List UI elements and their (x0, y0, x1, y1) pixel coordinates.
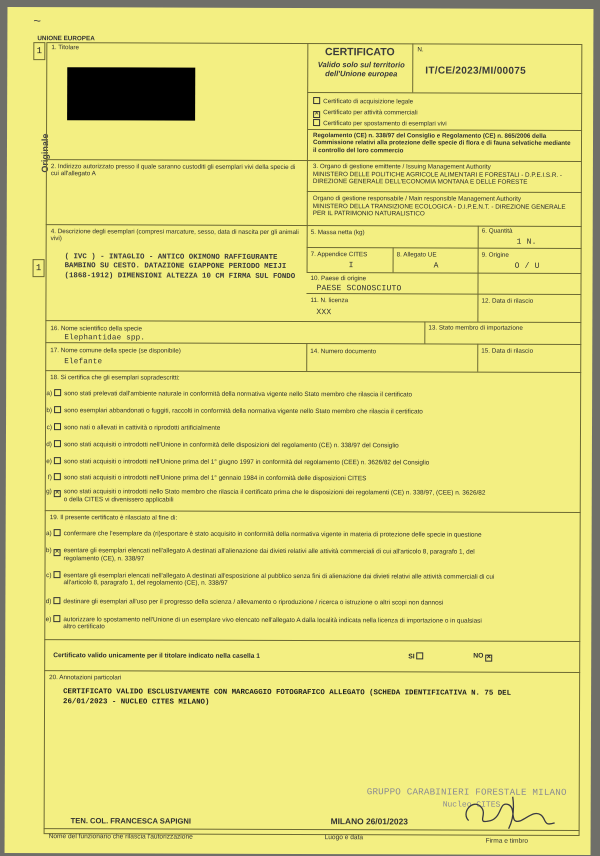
checkbox[interactable] (417, 652, 424, 659)
box3-label2: Organo di gestione responsabile / Main responsible Management Authority (312, 195, 522, 203)
cert-title: CERTIFICATO (324, 46, 395, 59)
box19-item-a: a) confermare che l'esemplare da (ri)esportare è stato acquisito in conformità della normativa vigente in materia di protezione delle specie in questione (45, 530, 482, 539)
checkbox[interactable] (53, 571, 60, 578)
copy-type-label: Originale (39, 133, 51, 173)
box20-label: 20. Annotazioni particolari (49, 674, 122, 682)
checkbox[interactable] (53, 597, 60, 604)
license-number-value: XXX (316, 308, 332, 318)
purpose-live-transport: Certificato per spostamento di esemplari vivi (313, 118, 447, 129)
certificate-sheet (5, 7, 594, 855)
box1-label: 1. Titolare (51, 44, 80, 52)
sign-label: Firma e timbro (485, 837, 529, 845)
issuing-authority: MINISTERO DELLE POLITICHE AGRICOLE ALIMENTARI E FORESTALI - D.P.E.I.S.R. - DIREZIONE GENERALE DELL'ECONOMIA MONTANA E DELLE FORESTE (312, 171, 563, 187)
checkbox[interactable] (54, 457, 61, 464)
checkbox[interactable]: ✕ (486, 654, 492, 661)
box6-label: 6. Quantità (481, 227, 513, 235)
responsible-authority: MINISTERO DELLA TRANSIZIONE ECOLOGICA - D.I.P.E.N.T. - DIREZIONE GENERALE PER IL PATRIMONIO NATURALISTICO (312, 203, 566, 218)
place-date: MILANO 26/01/2023 (330, 816, 408, 827)
box3-label1: 3. Organo di gestione emittente / Issuing Management Authority (312, 163, 491, 171)
signature-drawing (451, 791, 581, 833)
box18-label: 18. Si certifica che gli esemplari sopradescritti: (50, 374, 180, 382)
box18-item-a: a) sono stati prelevati dall'ambiente naturale in conformità della normativa vigente nello Stato membro che rilascia il certificato (46, 390, 413, 399)
checkbox[interactable]: ✕ (54, 549, 60, 556)
checkbox[interactable] (54, 423, 61, 430)
purpose-commercial: ✕ Certificato per attività commerciali (314, 109, 418, 118)
copy-number-top: 1 (33, 42, 45, 60)
box18-item-g: g) ✕ sono stati acquisiti o introdotti nello Stato membro che rilascia il certificato prima che le disposizioni dei regolamenti (CE) n. 338/97, (CEE) n. 3626/82 (46, 488, 486, 497)
box8-label: 8. Allegato UE (396, 251, 437, 259)
box19-item-b-cont: regolamento (CE), n. 338/97 (63, 555, 145, 563)
checkbox[interactable]: ✕ (54, 490, 60, 497)
box11-label: 11. N. licenza (310, 297, 349, 305)
country-origin-value: PAESE SCONOSCIUTO (316, 284, 402, 294)
box19-item-c-cont: all'articolo 8, paragrafo 1, del regolamento (CE), n. 338/97 (63, 579, 228, 587)
special-notes: CERTIFICATO VALIDO ESCLUSIVAMENTE CON MARCAGGIO FOTOGRAFICO ALLEGATO (SCHEDA IDENTIFICATIVA N. 75 DEL 26/01/2023 - NUCLEO CITES MILANO) (63, 688, 512, 707)
validity-text: Valido solo sul territorio dell'Unione europea (317, 60, 405, 79)
eu-annex-value: A (433, 261, 439, 271)
box19-item-c: c) esentare gli esemplari elencati nell'allegato A destinati all'esposizione al pubblico senza fini di alienazione dai divieti relativi alle attività commerciali di cui (46, 572, 495, 581)
box7-label: 7. Appendice CITES (310, 251, 368, 259)
box18-item-e: e) sono stati acquisiti o introdotti nell'Unione prima del 1° giugno 1997 in conformità del regolamento (CEE) n. 3626/82 del Consiglio (46, 458, 430, 467)
number-label: N. (417, 46, 424, 54)
checkbox[interactable] (54, 389, 61, 396)
box12-label: 12. Data di rilascio (481, 297, 534, 305)
origin-value: O / U (514, 261, 540, 271)
corner-mark: ~ (33, 13, 42, 29)
box13-label: 13. Stato membro di importazione (428, 324, 523, 332)
official-label: Nome del funzionario che rilascia l'autorizzazione (48, 833, 193, 841)
checkbox[interactable] (54, 473, 61, 480)
checkbox[interactable]: ✕ (314, 111, 320, 118)
box16-label: 16. Nome scientifico della specie (50, 325, 143, 333)
purpose-options (313, 96, 447, 129)
checkbox[interactable] (313, 119, 320, 126)
regulation-text: Regolamento (CE) n. 338/97 del Consiglio e Regolamento (CE) n. 865/2006 della Commissione relativi alla protezione delle specie di flora e di fauna selvatiche mediante il controllo del loro commercio (312, 132, 571, 155)
specimen-description: ( IVC ) - INTAGLIO - ANTICO OKIMONO RAFFIGURANTE BAMBINO SU CESTO. DATAZIONE GIAPPONE PERIODO MEIJI (1868-1912) DIMENSIONI ALTEZZA 10 CM FIRMA SUL FONDO (64, 253, 296, 281)
box19-item-b: b) ✕ esentare gli esemplari elencati nell'allegato A destinati all'alienazione dai divieti relativi alle attività commerciali di cui all'articolo 8, paragrafo 1, del (45, 547, 475, 556)
box19-item-e: e) autorizzare lo spostamento nell'Unione di un esemplare vivo elencato nell'allegato A dalla località indicata nella licenza di importazione o in qualsiasi (45, 616, 482, 625)
box14-label: 14. Numero documento (310, 348, 377, 356)
box19-item-d: d) destinare gli esemplari all'uso per il progresso della scienza / allevamento o riproduzione / ricerca o istruzione o altri scopi non dannosi (45, 598, 444, 607)
stamp-line2: Nucleo CITES (442, 800, 501, 810)
official-name: TEN. COL. FRANCESCA SAPIGNI (70, 816, 192, 826)
box15-label: 15. Data di rilascio (481, 347, 534, 355)
quantity-value: 1 N. (516, 237, 537, 247)
cites-appendix-value: I (348, 261, 354, 271)
box19-label: 19. Il presente certificato è rilasciato al fine di: (49, 514, 178, 522)
box18-item-b: b) sono esemplari abbandonati o fuggiti, raccolti in conformità della normativa vigente nello Stato membro che rilascia il certificato (46, 407, 423, 416)
box19-item-e-cont: altro certificato (63, 623, 105, 631)
redacted-holder (67, 67, 195, 120)
cert-number: IT/CE/2023/MI/00075 (425, 65, 527, 77)
box2-label: 2. Indirizzo autorizzato presso il quale saranno custoditi gli esemplari vivi della specie di cui all'allegato A (50, 163, 296, 178)
box9-label: 9. Origine (481, 251, 509, 259)
box18-item-d: d) sono stati acquisiti o introdotti nell'Unione in conformità delle disposizioni del regolamento (CE) n. 338/97 del Consiglio (46, 441, 399, 450)
valid-holder-no: NO ✕ (473, 652, 492, 661)
box18-item-c: c) sono nati o allevati in cattività o riprodotti artificialmente (46, 424, 221, 432)
box18-item-g-cont: o della CITES vi divenissero applicabili (63, 496, 174, 504)
checkbox[interactable] (54, 529, 61, 536)
box4-label: 4. Descrizione degli esemplari (compresi marcature, sesso, data di nascita per gli animali vivi) (50, 228, 299, 243)
stamp-line1: GRUPPO CARABINIERI FORESTALE MILANO (366, 786, 567, 798)
box5-label: 5. Massa netta (kg) (310, 229, 365, 237)
place-label: Luogo e data (324, 834, 364, 842)
union-label: UNIONE EUROPEA (37, 35, 95, 43)
scientific-name-value: Elephantidae spp. (64, 334, 146, 343)
valid-holder-label: Certificato valido unicamente per il titolare indicato nella casella 1 (53, 652, 260, 660)
checkbox[interactable] (54, 406, 61, 413)
box17-label: 17. Nome comune della specie (se disponibile) (50, 347, 181, 355)
checkbox[interactable] (54, 440, 61, 447)
box10-label: 10. Paese di origine (310, 275, 367, 283)
box18-item-f: f) sono stati acquisiti o introdotti nell'Unione prima del 1° gennaio 1984 in conformità delle disposizioni CITES (47, 474, 367, 483)
checkbox[interactable] (313, 97, 320, 104)
purpose-acquisition: Certificato di acquisizione legale (313, 96, 447, 107)
valid-holder-yes: SI (408, 652, 426, 660)
common-name-value: Elefante (64, 358, 103, 367)
checkbox[interactable] (53, 615, 60, 622)
copy-number-mid: 1 (33, 259, 45, 277)
